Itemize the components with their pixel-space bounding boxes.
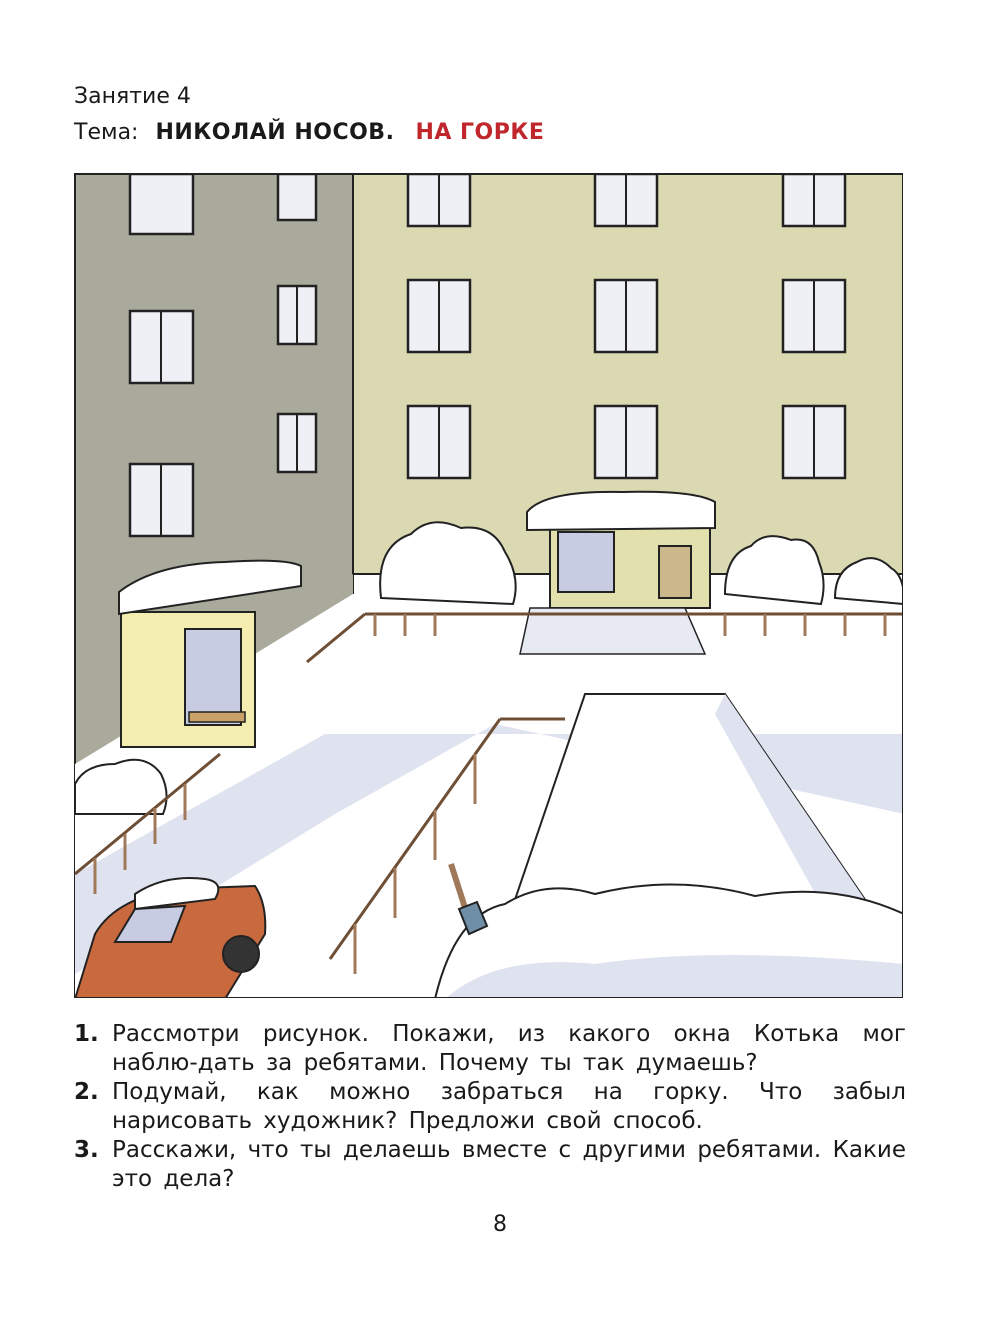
task-3 bbox=[74, 1136, 906, 1194]
task-number: 2. bbox=[74, 1079, 99, 1105]
task-text: Подумай, как можно забраться на горку. Что забыл нарисовать художник? Предложи свой способ. bbox=[112, 1079, 906, 1134]
topic-line bbox=[74, 120, 544, 145]
page-number: 8 bbox=[493, 1212, 507, 1237]
task-2 bbox=[74, 1078, 906, 1136]
task-number: 1. bbox=[74, 1021, 99, 1047]
task-text: Расскажи, что ты делаешь вместе с другими ребятами. Какие это дела? bbox=[112, 1137, 906, 1192]
story-title: НА ГОРКЕ bbox=[415, 120, 545, 145]
lesson-number: Занятие 4 bbox=[74, 84, 191, 109]
topic-label: Тема: bbox=[74, 120, 139, 145]
task-text: Рассмотри рисунок. Покажи, из какого окна Котька мог наблю-дать за ребятами. Почему ты так думаешь? bbox=[112, 1021, 906, 1076]
task-1 bbox=[74, 1020, 906, 1078]
author-name: НИКОЛАЙ НОСОВ. bbox=[155, 120, 395, 145]
courtyard-illustration bbox=[74, 173, 903, 998]
task-list bbox=[74, 1020, 906, 1194]
task-number: 3. bbox=[74, 1137, 99, 1163]
